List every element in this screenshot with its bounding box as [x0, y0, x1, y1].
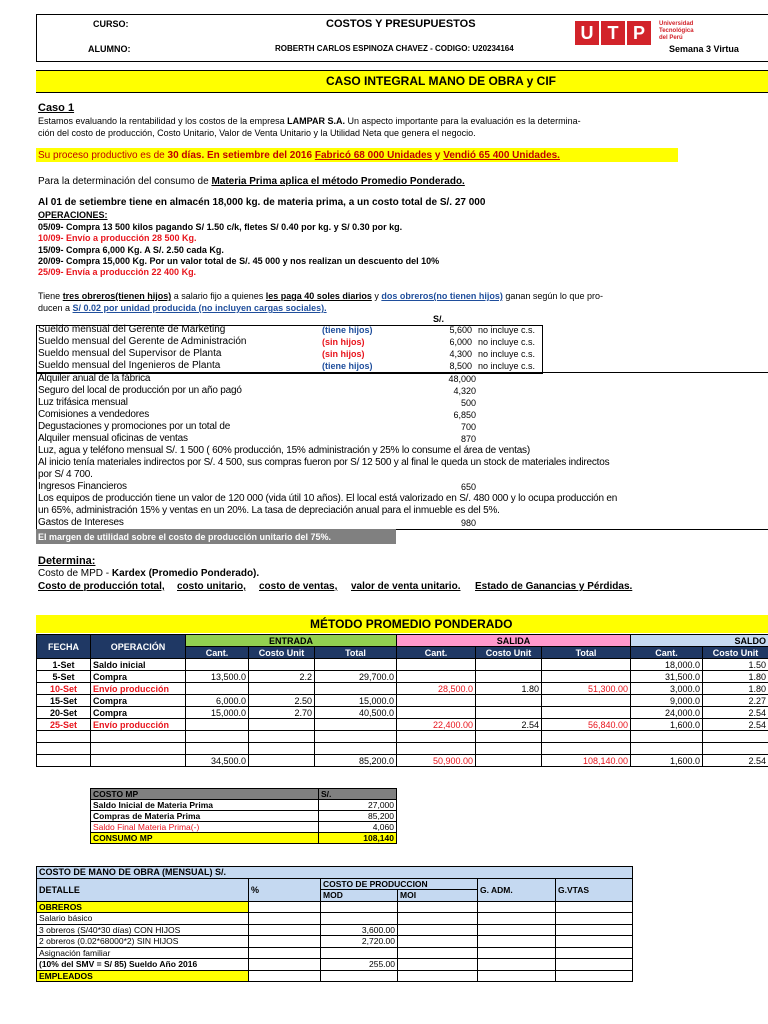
kardex-cell-fecha	[37, 743, 91, 755]
mano-obra-moi	[398, 924, 478, 936]
mano-obra-col-pct: %	[249, 878, 321, 901]
gasto-concepto: Degustaciones y promociones por un total de	[38, 421, 231, 432]
kardex-cell-op	[91, 731, 186, 743]
kardex-sub-cant: Cant.	[397, 647, 476, 659]
kardex-cell-e-cant	[186, 683, 249, 695]
logo-text-1: Universidad	[659, 21, 694, 27]
kardex-cell-s-tot	[542, 671, 631, 683]
mano-obra-moi	[398, 959, 478, 971]
mano-obra-col-costo-prod: COSTO DE PRODUCCION	[321, 878, 478, 890]
mano-obra-detalle: (10% del SMV = S/ 85) Sueldo Año 2016	[37, 959, 249, 971]
mano-obra-col-detalle: DETALLE	[37, 878, 249, 901]
kardex-row	[37, 659, 768, 671]
kardex-cell-op	[91, 743, 186, 755]
operaciones-label: OPERACIONES:	[38, 210, 108, 220]
sueldo-hijos: (tiene hijos)	[322, 325, 373, 335]
kardex-cell-b-cu	[703, 743, 768, 755]
luz-agua-line: Luz, agua y teléfono mensual S/. 1 500 ( 60% producción, 15% administración y 25% lo consume el área de ventas)	[38, 445, 530, 456]
kardex-cell-b-cant	[631, 743, 703, 755]
mano-obra-mod	[321, 970, 398, 982]
kardex-cell-s-cu: 2.54	[476, 719, 542, 731]
gasto-monto: 500	[460, 398, 476, 408]
kardex-cell-s-tot	[542, 707, 631, 719]
kardex-cell-s-cu: 1.80	[476, 683, 542, 695]
consumo-mp-label: CONSUMO MP	[91, 833, 319, 844]
kardex-cell-b-cu	[703, 731, 768, 743]
gasto-monto: 4,320	[453, 386, 476, 396]
intereses-value: 980	[460, 518, 476, 528]
kardex-cell-s-cant	[397, 659, 476, 671]
determina-line-1: Costo de MPD - Kardex (Promedio Ponderado).	[38, 568, 260, 579]
intro-line-2: ción del costo de producción, Costo Unitario, Valor de Venta Unitario y la Utilidad Neta que genera el negocio.	[38, 128, 476, 138]
mano-obra-table	[36, 866, 768, 982]
mano-obra-spacer	[633, 936, 768, 948]
operacion-4: 20/09- Compra 15,000 Kg. Por un valor total de S/. 45 000 y nos realizan un descuento del 10%	[38, 256, 440, 266]
mano-obra-spacer	[633, 901, 768, 913]
page-title: CASO INTEGRAL MANO DE OBRA y CIF	[326, 74, 557, 88]
soles-header: S/.	[433, 314, 445, 324]
sueldo-nota: no incluye c.s.	[478, 349, 536, 359]
kardex-cell-s-cu	[476, 731, 542, 743]
equipos-line-1: Los equipos de producción tiene un valor de 120 000 (vida útil 10 años). El local está valorizado en S/. 480 000 y lo ocupa producción en	[38, 493, 618, 504]
sueldo-hijos: (sin hijos)	[322, 349, 365, 359]
kardex-cell-b-cant: 3,000.0	[631, 683, 703, 695]
mano-obra-detalle: 2 obreros (0.02*68000*2) SIN HIJOS	[37, 936, 249, 948]
kardex-cell-e-cu	[249, 719, 315, 731]
sueldo-concepto: Sueldo mensual del Supervisor de Planta	[38, 348, 222, 359]
mano-obra-row	[37, 947, 768, 959]
determina-item-2: costo unitario,	[177, 581, 246, 592]
mano-obra-mod	[321, 913, 398, 925]
kardex-cell-e-tot	[315, 659, 397, 671]
kardex-row	[37, 671, 768, 683]
gasto-concepto: Alquiler anual de la fábrica	[38, 373, 151, 384]
materiales-line-1: Al inicio tenía materiales indirectos por S/. 4 500, sus compras fueron por S/ 12 500 y al final le queda un stock de materiales indirectos	[38, 457, 610, 468]
mano-obra-gadm	[478, 970, 556, 982]
mano-obra-pct	[249, 959, 321, 971]
mano-obra-col-mod: MOD	[321, 890, 398, 902]
mano-obra-detalle: OBREROS	[37, 901, 249, 913]
mano-obra-gadm	[478, 924, 556, 936]
logo-letter-t: T	[601, 21, 625, 45]
gasto-concepto: Alquiler mensual oficinas de ventas	[38, 433, 188, 444]
kardex-cell-e-cu	[249, 743, 315, 755]
mano-obra-spacer	[633, 959, 768, 971]
mano-obra-gadm	[478, 959, 556, 971]
kardex-cell-e-tot	[315, 731, 397, 743]
kardex-cell-e-tot: 40,500.0	[315, 707, 397, 719]
mano-obra-spacer	[633, 970, 768, 982]
kardex-totals-row	[37, 755, 768, 767]
sueldo-concepto: Sueldo mensual del Gerente de Marketing	[38, 324, 226, 335]
intereses-label: Gastos de Intereses	[38, 517, 124, 528]
kardex-cell-s-cant: 22,400.00	[397, 719, 476, 731]
mano-obra-row	[37, 901, 768, 913]
kardex-cell-e-tot: 29,700.0	[315, 671, 397, 683]
mano-obra-moi	[398, 947, 478, 959]
mano-obra-mod	[321, 901, 398, 913]
kardex-sub-cant: Cant.	[186, 647, 249, 659]
kardex-cell-e-cant	[186, 719, 249, 731]
kardex-cell-s-cu	[476, 695, 542, 707]
kardex-cell-op: Compra	[91, 671, 186, 683]
kardex-cell-s-cu	[476, 659, 542, 671]
logo-text	[659, 21, 694, 42]
logo-letter-p: P	[627, 21, 651, 45]
kardex-row	[37, 683, 768, 695]
determina-item-3: costo de ventas,	[259, 581, 338, 592]
costo-mp-row-label: Saldo Inicial de Materia Prima	[91, 800, 319, 811]
mano-obra-spacer	[633, 924, 768, 936]
kardex-cell-fecha: 1-Set	[37, 659, 91, 671]
total-entrada-total: 85,200.0	[315, 755, 397, 767]
kardex-cell-s-cant: 28,500.0	[397, 683, 476, 695]
kardex-sub-costo: Costo Unit	[476, 647, 542, 659]
kardex-cell-op: Compra	[91, 695, 186, 707]
kardex-cell-e-tot	[315, 683, 397, 695]
kardex-table	[36, 634, 768, 767]
operacion-1: 05/09- Compra 13 500 kilos pagando S/ 1.50 c/k, fletes S/ 0.40 por kg. y S/ 0.30 por kg.	[38, 222, 403, 232]
costo-mp-row-label: Saldo Final Materia Prima(-)	[91, 822, 319, 833]
alumno-value: ROBERTH CARLOS ESPINOZA CHAVEZ - CODIGO: U20234164	[275, 44, 514, 53]
margen-text: El margen de utilidad sobre el costo de producción unitario del 75%.	[38, 532, 332, 542]
kardex-grp-saldo: SALDO	[631, 635, 768, 647]
kardex-cell-op: Compra	[91, 707, 186, 719]
sueldo-concepto: Sueldo mensual del Ingenieros de Planta	[38, 360, 221, 371]
sueldo-hijos: (tiene hijos)	[322, 361, 373, 371]
mano-obra-gadm	[478, 901, 556, 913]
mano-obra-gvtas	[556, 924, 633, 936]
kardex-cell-e-tot	[315, 719, 397, 731]
intro-line-1: Estamos evaluando la rentabilidad y los costos de la empresa LAMPAR S.A. Un aspecto importante para la evaluación es la determina-	[38, 116, 581, 126]
kardex-cell-s-cu	[476, 707, 542, 719]
kardex-sub-total: Total	[542, 647, 631, 659]
kardex-row	[37, 695, 768, 707]
kardex-cell-fecha	[37, 731, 91, 743]
mano-obra-mod: 3,600.00	[321, 924, 398, 936]
kardex-cell-fecha: 10-Set	[37, 683, 91, 695]
mano-obra-row	[37, 970, 768, 982]
kardex-cell-e-cu	[249, 683, 315, 695]
kardex-cell-e-cu	[249, 731, 315, 743]
mano-obra-col-gadm: G. ADM.	[478, 878, 556, 901]
kardex-sub-costo: Costo Unit	[703, 647, 768, 659]
kardex-cell-e-cant: 15,000.0	[186, 707, 249, 719]
total-salida-cant: 50,900.00	[397, 755, 476, 767]
ingresos-fin-value: 650	[460, 482, 476, 492]
almacen-line: Al 01 de setiembre tiene en almacén 18,000 kg. de materia prima, a un costo total de S/. 27 000	[38, 197, 486, 208]
mano-obra-pct	[249, 947, 321, 959]
determina-item-5: Estado de Ganancias y Pérdidas.	[475, 581, 633, 592]
kardex-cell-e-cant: 6,000.0	[186, 695, 249, 707]
kardex-cell-op: Saldo inicial	[91, 659, 186, 671]
kardex-cell-b-cant	[631, 731, 703, 743]
kardex-cell-e-tot: 15,000.0	[315, 695, 397, 707]
gasto-monto: 870	[460, 434, 476, 444]
alumno-label: ALUMNO:	[88, 44, 131, 54]
sueldo-nota: no incluye c.s.	[478, 337, 536, 347]
ingresos-fin-label: Ingresos Financieros	[38, 481, 127, 492]
operacion-2: 10/09- Envío a producción 28 500 Kg.	[38, 233, 197, 243]
kardex-cell-e-cant	[186, 743, 249, 755]
sueldo-hijos: (sin hijos)	[322, 337, 365, 347]
mano-obra-gadm	[478, 936, 556, 948]
sueldo-monto: 6,000	[449, 337, 472, 347]
logo-text-3: del Perú	[659, 35, 683, 41]
kardex-cell-s-cant	[397, 671, 476, 683]
total-salida-total: 108,140.00	[542, 755, 631, 767]
kardex-cell-b-cant: 18,000.0	[631, 659, 703, 671]
curso-value: COSTOS Y PRESUPUESTOS	[326, 18, 476, 30]
mano-obra-gadm	[478, 913, 556, 925]
gasto-concepto: Luz trifásica mensual	[38, 397, 128, 408]
kardex-cell-s-cant	[397, 743, 476, 755]
consumo-mp-value: 108,140	[319, 833, 397, 844]
mano-obra-detalle: Salario básico	[37, 913, 249, 925]
kardex-cell-s-tot	[542, 659, 631, 671]
mano-obra-mod: 255.00	[321, 959, 398, 971]
costo-mp-table	[90, 788, 397, 844]
gasto-concepto: Comisiones a vendedores	[38, 409, 150, 420]
mano-obra-pct	[249, 936, 321, 948]
costo-mp-col: S/.	[319, 789, 397, 800]
kardex-cell-fecha: 5-Set	[37, 671, 91, 683]
mano-obra-title: COSTO DE MANO DE OBRA (MENSUAL) S/.	[37, 867, 633, 879]
mano-obra-col-gvtas: G.VTAS	[556, 878, 633, 901]
mano-obra-gadm	[478, 947, 556, 959]
gasto-monto: 48,000	[448, 374, 476, 384]
mano-obra-spacer	[633, 913, 768, 925]
sueldo-nota: no incluye c.s.	[478, 361, 536, 371]
kardex-cell-b-cant: 31,500.0	[631, 671, 703, 683]
kardex-cell-e-cant: 13,500.0	[186, 671, 249, 683]
kardex-row	[37, 707, 768, 719]
kardex-cell-fecha: 25-Set	[37, 719, 91, 731]
sueldo-nota: no incluye c.s.	[478, 325, 536, 335]
total-saldo-cant: 1,600.0	[631, 755, 703, 767]
kardex-row	[37, 743, 768, 755]
determina-label: Determina:	[38, 555, 96, 567]
kardex-cell-e-cant	[186, 731, 249, 743]
mano-obra-gvtas	[556, 959, 633, 971]
mano-obra-moi	[398, 913, 478, 925]
kardex-row	[37, 731, 768, 743]
gasto-concepto: Seguro del local de producción por un año pagó	[38, 385, 242, 396]
kardex-cell-b-cu: 2.54	[703, 719, 768, 731]
mano-obra-detalle: 3 obreros (S/40*30 días) CON HIJOS	[37, 924, 249, 936]
mano-obra-moi	[398, 970, 478, 982]
determina-item-1: Costo de producción total,	[38, 581, 165, 592]
mano-obra-gvtas	[556, 901, 633, 913]
mano-obra-detalle: EMPLEADOS	[37, 970, 249, 982]
gasto-monto: 6,850	[453, 410, 476, 420]
determina-item-4: valor de venta unitario.	[351, 581, 461, 592]
sueldo-monto: 5,600	[449, 325, 472, 335]
kardex-cell-s-tot	[542, 695, 631, 707]
mano-obra-gvtas	[556, 913, 633, 925]
kardex-row	[37, 719, 768, 731]
logo-text-2: Tecnológica	[659, 28, 694, 34]
kardex-cell-b-cu: 2.27	[703, 695, 768, 707]
kardex-cell-s-tot: 51,300.00	[542, 683, 631, 695]
obreros-line-1: Tiene tres obreros(tienen hijos) a salario fijo a quienes les paga 40 soles diarios y dos obreros(no tienen hijos) ganan según lo que pro-	[38, 291, 603, 301]
kardex-grp-salida: SALIDA	[397, 635, 631, 647]
kardex-cell-fecha: 15-Set	[37, 695, 91, 707]
kardex-cell-e-cu: 2.70	[249, 707, 315, 719]
kardex-cell-b-cu: 1.50	[703, 659, 768, 671]
kardex-cell-b-cant: 9,000.0	[631, 695, 703, 707]
kardex-cell-b-cant: 1,600.0	[631, 719, 703, 731]
mano-obra-row	[37, 913, 768, 925]
mano-obra-row	[37, 959, 768, 971]
operacion-5: 25/09- Envía a producción 22 400 Kg.	[38, 267, 197, 277]
metodo-title: MÉTODO PROMEDIO PONDERADO	[310, 617, 513, 631]
total-entrada-cant: 34,500.0	[186, 755, 249, 767]
mano-obra-mod: 2,720.00	[321, 936, 398, 948]
sueldo-monto: 4,300	[449, 349, 472, 359]
kardex-cell-e-cant	[186, 659, 249, 671]
mano-obra-pct	[249, 924, 321, 936]
operacion-3: 15/09- Compra 6,000 Kg. A S/. 2.50 cada Kg.	[38, 245, 224, 255]
kardex-cell-s-cant	[397, 731, 476, 743]
costo-mp-row-value: 85,200	[319, 811, 397, 822]
proceso-line: Su proceso productivo es de 30 días. En setiembre del 2016 Fabricó 68 000 Unidades y Vendió 65 400 Unidades.	[38, 150, 560, 161]
kardex-cell-s-cu	[476, 743, 542, 755]
mano-obra-gvtas	[556, 947, 633, 959]
kardex-col-fecha: FECHA	[37, 635, 91, 659]
kardex-cell-op: Envío producción	[91, 719, 186, 731]
mano-obra-row	[37, 924, 768, 936]
kardex-cell-b-cu: 2.54	[703, 707, 768, 719]
kardex-sub-costo: Costo Unit	[249, 647, 315, 659]
mano-obra-gvtas	[556, 970, 633, 982]
mano-obra-pct	[249, 901, 321, 913]
sueldo-concepto: Sueldo mensual del Gerente de Administración	[38, 336, 247, 347]
costo-mp-title: COSTO MP	[91, 789, 319, 800]
kardex-cell-s-cant	[397, 707, 476, 719]
kardex-cell-s-tot	[542, 731, 631, 743]
kardex-cell-e-cu: 2.50	[249, 695, 315, 707]
mano-obra-mod	[321, 947, 398, 959]
kardex-sub-total: Total	[315, 647, 397, 659]
mano-obra-gvtas	[556, 936, 633, 948]
costo-mp-row-value: 27,000	[319, 800, 397, 811]
kardex-cell-s-cant	[397, 695, 476, 707]
kardex-cell-b-cant: 24,000.0	[631, 707, 703, 719]
kardex-cell-b-cu: 1.80	[703, 683, 768, 695]
kardex-cell-s-tot: 56,840.00	[542, 719, 631, 731]
mp-line: Para la determinación del consumo de Materia Prima aplica el método Promedio Ponderado.	[38, 176, 465, 187]
mano-obra-detalle: Asignación familiar	[37, 947, 249, 959]
kardex-cell-e-tot	[315, 743, 397, 755]
kardex-cell-b-cu: 1.80	[703, 671, 768, 683]
kardex-cell-op: Envío producción	[91, 683, 186, 695]
total-saldo-cu: 2.54	[703, 755, 768, 767]
equipos-line-2: un 65%, administración 15% y ventas en un 20%. La tasa de depreciación anual para el inmueble es del 5%.	[38, 505, 500, 516]
mano-obra-moi	[398, 901, 478, 913]
caso-heading: Caso 1	[38, 102, 75, 114]
kardex-cell-fecha: 20-Set	[37, 707, 91, 719]
kardex-col-operacion: OPERACIÓN	[91, 635, 186, 659]
kardex-grp-entrada: ENTRADA	[186, 635, 397, 647]
sueldo-monto: 8,500	[449, 361, 472, 371]
kardex-cell-s-tot	[542, 743, 631, 755]
costo-mp-row-value: 4,060	[319, 822, 397, 833]
mano-obra-moi	[398, 936, 478, 948]
gasto-monto: 700	[460, 422, 476, 432]
mano-obra-spacer	[633, 947, 768, 959]
logo-letter-u: U	[575, 21, 599, 45]
kardex-cell-e-cu	[249, 659, 315, 671]
mano-obra-pct	[249, 970, 321, 982]
kardex-sub-cant: Cant.	[631, 647, 703, 659]
obreros-line-2: ducen a S/ 0.02 por unidad producida (no incluyen cargas sociales).	[38, 303, 327, 313]
mano-obra-col-moi: MOI	[398, 890, 478, 902]
kardex-cell-e-cu: 2.2	[249, 671, 315, 683]
materiales-line-2: por S/ 4 700.	[38, 469, 93, 480]
mano-obra-pct	[249, 913, 321, 925]
mano-obra-row	[37, 936, 768, 948]
semana-label: Semana 3 Virtua	[669, 44, 739, 54]
kardex-cell-s-cu	[476, 671, 542, 683]
curso-label: CURSO:	[93, 19, 129, 29]
costo-mp-row-label: Compras de Materia Prima	[91, 811, 319, 822]
